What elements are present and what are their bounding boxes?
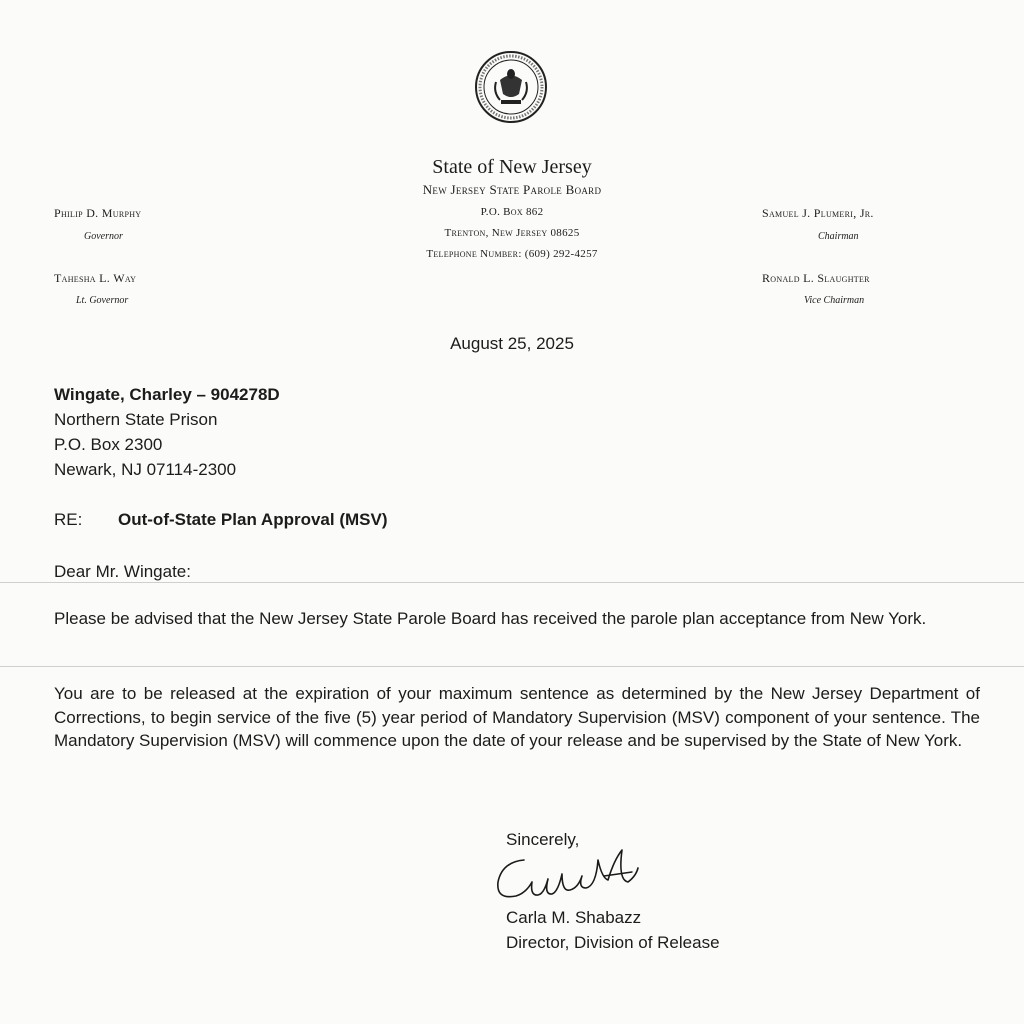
letterhead-po-box: P.O. Box 862 [480,206,544,218]
valediction: Sincerely, [506,830,580,849]
body-paragraph: You are to be released at the expiration of your maximum sentence as determined by the New Jersey Department of Corrections, to begin service of the five (5) year period of Mandatory Supervision (MSV) component of your sentence. The Mandatory Supervision (MSV) will commence upon the date of your release and be supervised by the State of New York. [54,684,980,750]
letter-date: August 25, 2025 [450,334,574,353]
lt-governor-title: Lt. Governor [76,295,129,306]
letterhead-city: Trenton, New Jersey 08625 [444,227,580,239]
signer-name: Carla M. Shabazz [506,908,642,927]
chairman-title: Chairman [818,231,859,242]
re-label: RE: [54,510,83,529]
recipient-address-line: Northern State Prison [54,410,218,429]
letterhead-board: New Jersey State Parole Board [422,182,602,197]
body-paragraph: Please be advised that the New Jersey State Parole Board has received the parole plan acceptance from New York. [54,609,927,628]
lt-governor-name: Tahesha L. Way [54,271,137,285]
recipient-address-line: Newark, NJ 07114-2300 [54,460,237,479]
signer-title: Director, Division of Release [506,933,720,952]
letterhead-state: State of New Jersey [432,156,592,178]
salutation: Dear Mr. Wingate: [54,562,191,581]
state-seal-icon [474,50,548,124]
recipient-address-line: P.O. Box 2300 [54,435,163,454]
signature-image [484,848,644,908]
recipient-name: Wingate, Charley – 904278D [54,385,280,404]
fold-line [0,666,1024,667]
governor-title: Governor [84,231,123,242]
governor-name: Philip D. Murphy [54,206,142,220]
re-subject: Out-of-State Plan Approval (MSV) [118,510,388,529]
fold-line [0,582,1024,583]
chairman-name: Samuel J. Plumeri, Jr. [762,206,874,220]
vice-chairman-title: Vice Chairman [804,295,865,306]
letterhead-phone: Telephone Number: (609) 292-4257 [426,248,598,260]
vice-chairman-name: Ronald L. Slaughter [762,271,870,285]
